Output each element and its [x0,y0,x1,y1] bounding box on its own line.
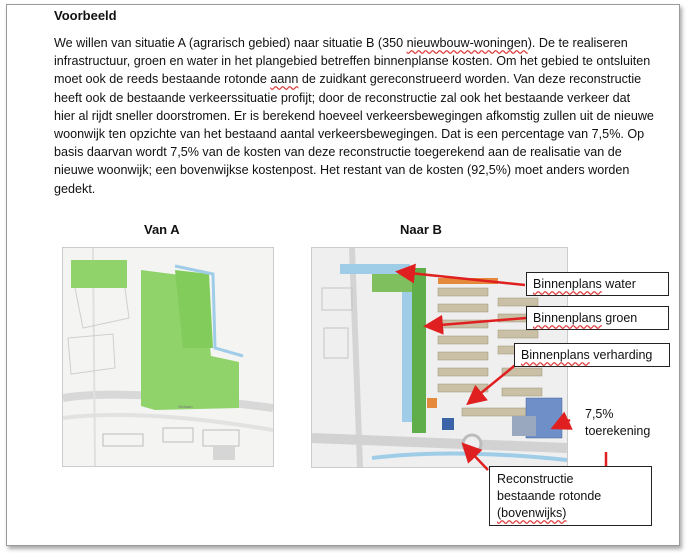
section-heading: Voorbeeld [54,8,117,23]
note-toerekening: 7,5% toerekening [585,407,651,438]
callout-binnenplans-verharding: Binnenplans verharding [514,343,670,367]
arrow-toerekening [555,420,570,427]
paragraph-part: ). De te realiseren infrastructuur, groen en water in het plangebied betreffen binnenplanse kosten. Om het gebied te ontsluiten moet ook de reeds bestaande rotonde [54,36,651,87]
arrow-water [400,272,525,285]
map-a-label: Van A [144,222,180,237]
arrow-groen [428,318,526,326]
arrow-rotonde [465,446,488,470]
paragraph-part: de zuidkant gereconstrueerd worden. Van deze reconstructie heeft ook de bestaande verkeerssituatie profijt; door de reconstructie zal ook het bestaande verkeer dat hier al rijdt sneller doorstromen. Er is berekend hoeveel verkeersbewegingen afkomstig zullen uit de nieuwe woonwijk ten opzichte van het bestaand aantal verkeersbewegingen. Dat is een percentage van 7,5%. Op basis daarvan wordt 7,5% van de kosten van deze reconstructie toegerekend aan de realisatie van de nieuwe woonwijk; een bovenwijkse kostenpost. Het restant van de kosten (92,5%) moet anders worden gedekt. [54,72,654,196]
callout-binnenplans-water: Binnenplans water [526,272,669,296]
paragraph-part: We willen van situatie A (agrarisch gebied) naar situatie B (350 [54,36,407,50]
callout-reconstructie-rotonde: Reconstructie bestaande rotonde (bovenwijks) [489,466,652,526]
spell-flagged-word: aann [270,72,299,87]
map-b-label: Naar B [400,222,442,237]
map-a-street-label: Slotlaan [178,404,193,409]
callout-binnenplans-groen: Binnenplans groen [526,306,669,330]
spell-flagged-word: nieuwbouw-woningen [406,36,528,50]
